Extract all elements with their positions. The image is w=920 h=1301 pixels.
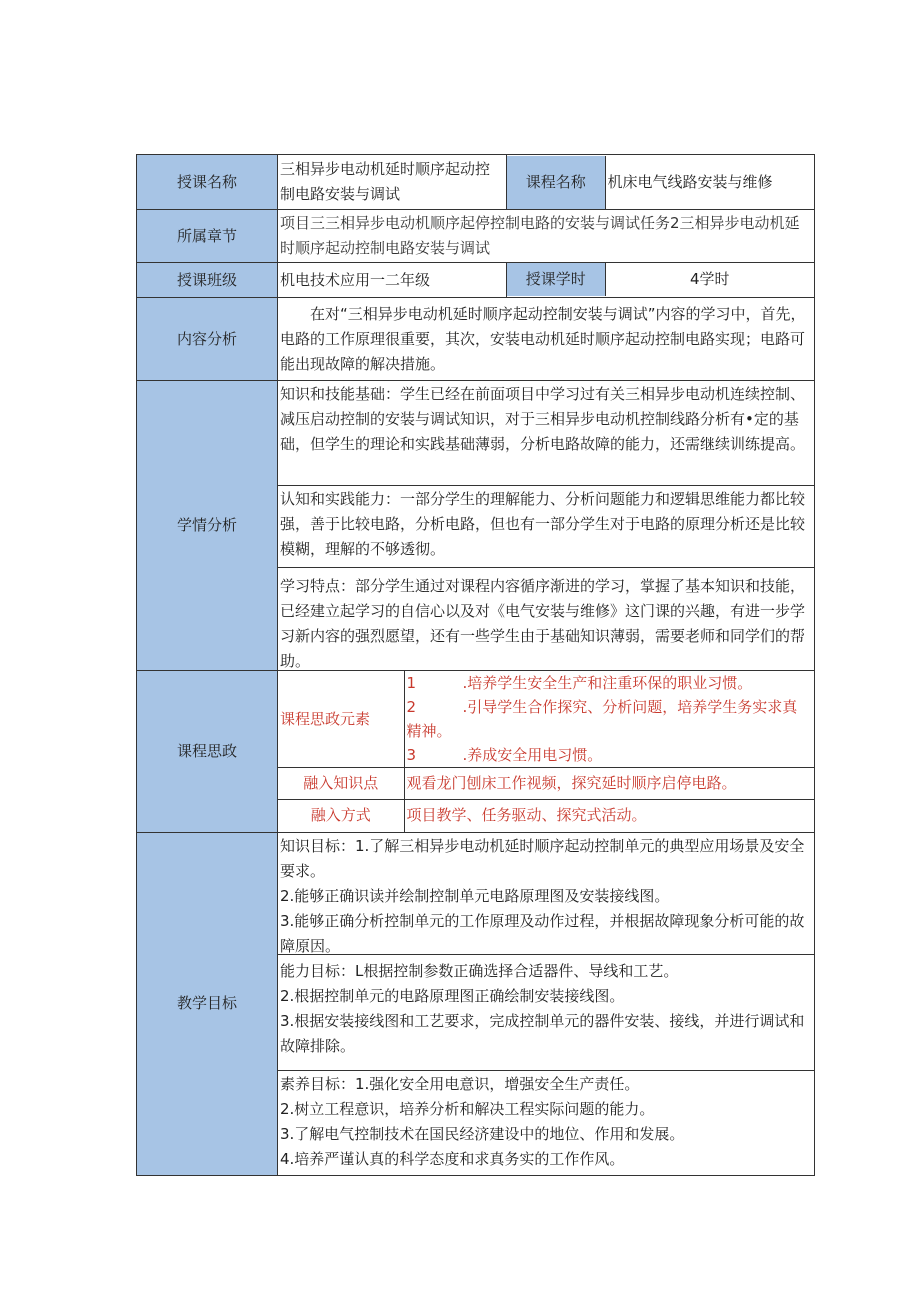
ideology-elements-list xyxy=(404,671,814,768)
row-class xyxy=(137,263,815,298)
ability-goal-2: 2.根据控制单元的电路原理图正确绘制安装接线图。 xyxy=(280,986,625,1005)
row-student-analysis xyxy=(137,381,815,671)
ideology-element-2: 2 .引导学生合作探究、分析问题，培养学生务实求真精神。 xyxy=(406,698,798,740)
ability-goals-block xyxy=(278,955,814,1071)
knowledge-goal-1: 知识目标：1.了解三相异步电动机延时顺序起动控制单元的典型应用场景及安全要求。 xyxy=(280,836,805,880)
row-chapter xyxy=(137,210,815,263)
quality-goal-4: 4.培养严谨认真的科学态度和求真务实的工作作风。 xyxy=(280,1149,625,1168)
knowledge-point-label: 融入知识点 xyxy=(278,768,404,800)
chapter-value: 项目三三相异步电动机顺序起停控制电路的安装与调试任务2三相异步电动机延时顺序起动控制电路安装与调试 xyxy=(278,210,815,263)
course-title-label: 授课名称 xyxy=(137,155,278,210)
chapter-label: 所属章节 xyxy=(137,210,278,263)
knowledge-goal-2: 2.能够正确识读并绘制控制单元电路原理图及安装接线图。 xyxy=(280,886,670,905)
ideology-element-1: 1 .培养学生安全生产和注重环保的职业习惯。 xyxy=(406,674,753,692)
knowledge-goal-3: 3.能够正确分析控制单元的工作原理及动作过程，并根据故障现象分析可能的故障原因。 xyxy=(280,911,805,955)
class-label: 授课班级 xyxy=(137,263,278,298)
student-item-1: 知识和技能基础：学生已经在前面项目中学习过有关三相异步电动机连续控制、减压启动控制的安装与调试知识，对于三相异步电动机控制线路分析有•定的基础，但学生的理论和实践基础薄弱，分析电路故障的能力，还需继续训练提高。 xyxy=(280,385,806,453)
ability-goal-1: 能力目标：L根据控制参数正确选择合适器件、导线和工艺。 xyxy=(280,961,679,980)
student-analysis-label: 学情分析 xyxy=(137,381,278,671)
quality-goals-block xyxy=(278,1071,814,1175)
row-course-title xyxy=(137,155,815,210)
student-item-2: 认知和实践能力：一部分学生的理解能力、分析问题能力和逻辑思维能力都比较强，善于比较电路，分析电路，但也有一部分学生对于电路的原理分析还是比较模糊，理解的不够透彻。 xyxy=(280,490,806,558)
student-knowledge-block xyxy=(278,381,814,486)
student-analysis-cell xyxy=(278,381,815,671)
hours-cell xyxy=(507,263,815,298)
teaching-goals-cell xyxy=(278,832,815,1175)
quality-goal-3: 3.了解电气控制技术在国民经济建设中的地位、作用和发展。 xyxy=(280,1124,685,1143)
ideology-element-3: 3 .养成安全用电习惯。 xyxy=(406,746,603,764)
lesson-plan-table xyxy=(136,154,815,1176)
content-analysis-text: 在对“三相异步电动机延时顺序起动控制安装与调试”内容的学习中，首先，电路的工作原理很重要，其次，安装电动机延时顺序起动控制电路实现；电路可能出现故障的解决措施。 xyxy=(280,305,806,373)
student-item-3: 学习特点：部分学生通过对课程内容循序渐进的学习，掌握了基本知识和技能，已经建立起学习的自信心以及对《电气安装与维修》这门课的兴趣，有进一步学习新内容的强烈愿望，还有一些学生由于基础知识薄弱，需要老师和同学们的帮助。 xyxy=(280,577,806,670)
ability-goal-3: 3.根据安装接线图和工艺要求，完成控制单元的器件安装、接线，并进行调试和故障排除。 xyxy=(280,1011,805,1055)
method-value: 项目教学、任务驱动、探究式活动。 xyxy=(404,800,814,832)
row-teaching-goals xyxy=(137,832,815,1175)
lesson-plan-document xyxy=(136,154,814,1176)
hours-label: 授课学时 xyxy=(507,263,605,296)
row-content-analysis xyxy=(137,298,815,381)
student-learning-block xyxy=(278,568,814,670)
student-cognition-block xyxy=(278,486,814,568)
content-analysis-cell xyxy=(278,298,815,381)
quality-goal-1: 素养目标：1.强化安全用电意识，增强安全生产责任。 xyxy=(280,1074,640,1093)
course-name-value: 机床电气线路安装与维修 xyxy=(607,172,773,191)
content-analysis-label: 内容分析 xyxy=(137,298,278,381)
course-name-cell xyxy=(507,155,815,210)
row-ideology xyxy=(137,671,815,833)
ideology-elements-label: 课程思政元素 xyxy=(278,671,404,768)
ideology-cell xyxy=(278,671,815,833)
course-title-value: 三相异步电动机延时顺序起动控制电路安装与调试 xyxy=(278,155,507,210)
method-label: 融入方式 xyxy=(278,800,404,832)
class-value: 机电技术应用一二年级 xyxy=(278,263,507,298)
quality-goal-2: 2.树立工程意识，培养分析和解决工程实际问题的能力。 xyxy=(280,1099,655,1118)
knowledge-point-value: 观看龙门刨床工作视频，探究延时顺序启停电路。 xyxy=(404,768,814,800)
knowledge-goals-block xyxy=(278,833,814,955)
hours-value: 4学时 xyxy=(689,270,730,288)
ideology-label: 课程思政 xyxy=(137,671,278,833)
teaching-goals-label: 教学目标 xyxy=(137,832,278,1175)
course-name-label: 课程名称 xyxy=(507,156,605,209)
